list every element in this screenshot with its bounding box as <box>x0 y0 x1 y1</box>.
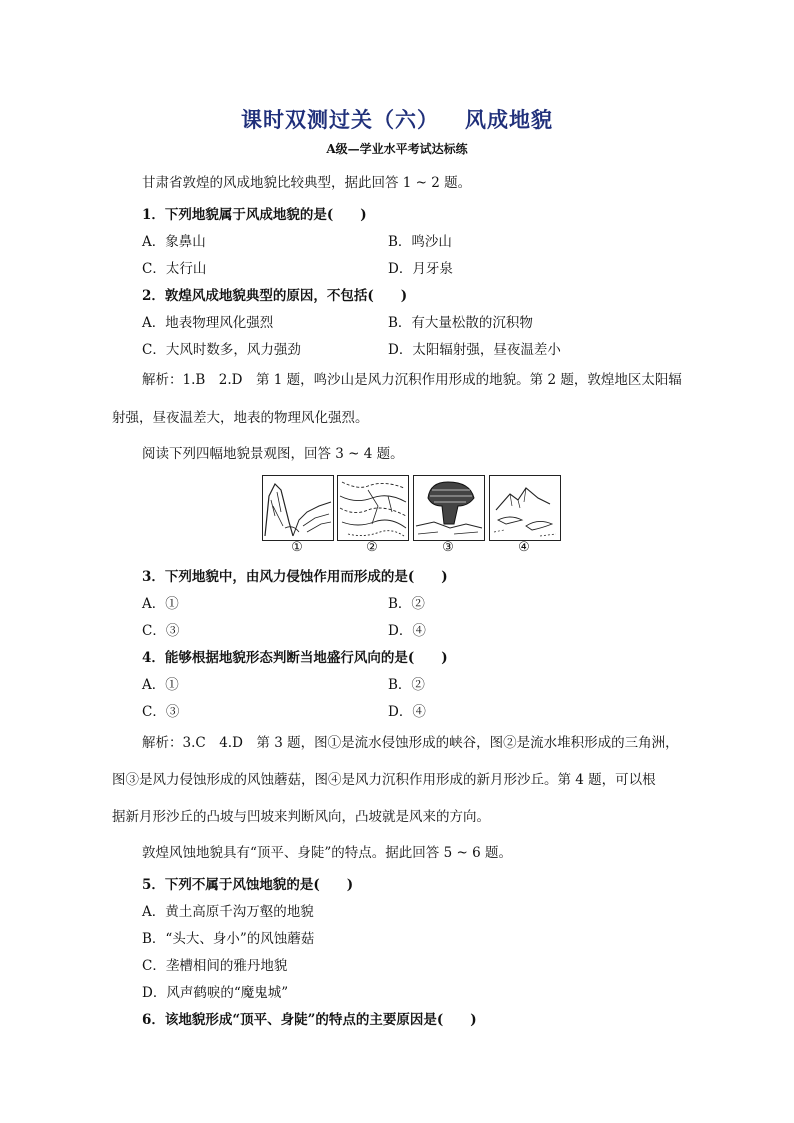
question-4-option-d: D．④ <box>388 704 426 720</box>
answer-1-line-2: 射强，昼夜温差大，地表的物理风化强烈。 <box>112 410 369 426</box>
mushroom-rock-illustration <box>414 476 484 540</box>
page-subtitle: A级—学业水平考试达标练 <box>326 142 468 156</box>
question-2-option-c: C．大风时数多，风力强劲 <box>142 342 301 358</box>
question-3-stem: 3．下列地貌中，由风力侵蚀作用而形成的是( ) <box>142 569 448 585</box>
question-1-stem: 1．下列地貌属于风成地貌的是( ) <box>142 207 367 223</box>
title-part2: 风成地貌 <box>465 107 553 132</box>
title-part1: 课时双测过关（六） <box>241 107 439 132</box>
intro-1: 甘肃省敦煌的风成地貌比较典型，据此回答 1 ~ 2 题。 <box>142 175 472 191</box>
canyon-illustration <box>263 476 333 540</box>
figure-1-label: ① <box>291 540 303 555</box>
question-1-option-a: A．象鼻山 <box>142 234 206 250</box>
question-2-option-d: D．太阳辐射强，昼夜温差小 <box>388 342 561 358</box>
answer-2-line-1: 解析：3.C 4.D 第 3 题，图①是流水侵蚀形成的峡谷，图②是流水堆积形成的三角洲， <box>142 735 679 751</box>
question-3-option-b: B．② <box>388 596 425 612</box>
question-3-option-d: D．④ <box>388 623 426 639</box>
figure-4-crescent-dune <box>489 475 561 541</box>
question-6-stem: 6．该地貌形成“顶平、身陡”的特点的主要原因是( ) <box>142 1012 477 1028</box>
intro-2: 阅读下列四幅地貌景观图，回答 3 ~ 4 题。 <box>142 446 404 462</box>
crescent-dune-illustration <box>490 476 560 540</box>
question-3-option-a: A．① <box>142 596 179 612</box>
question-1-option-b: B．鸣沙山 <box>388 234 452 250</box>
figure-3-label: ③ <box>442 540 454 555</box>
question-4-stem: 4．能够根据地貌形态判断当地盛行风向的是( ) <box>142 650 448 666</box>
figure-1-canyon <box>262 475 334 541</box>
answer-2-line-3: 据新月形沙丘的凸坡与凹坡来判断风向，凸坡就是风来的方向。 <box>112 809 490 825</box>
question-2-option-b: B．有大量松散的沉积物 <box>388 315 533 331</box>
figure-4-label: ④ <box>518 540 530 555</box>
figure-2-delta <box>337 475 409 541</box>
question-5-option-b: B．“头大、身小”的风蚀蘑菇 <box>142 931 315 947</box>
question-4-option-c: C．③ <box>142 704 180 720</box>
question-2-stem: 2．敦煌风成地貌典型的原因，不包括( ) <box>142 288 408 304</box>
question-1-option-c: C．太行山 <box>142 261 207 277</box>
intro-3: 敦煌风蚀地貌具有“顶平、身陡”的特点。据此回答 5 ~ 6 题。 <box>142 845 512 861</box>
question-5-option-a: A．黄土高原千沟万壑的地貌 <box>142 904 314 920</box>
question-4-option-b: B．② <box>388 677 425 693</box>
figure-3-mushroom-rock <box>413 475 485 541</box>
page-title <box>0 104 794 134</box>
figure-2-label: ② <box>366 540 378 555</box>
delta-illustration <box>338 476 408 540</box>
question-5-stem: 5．下列不属于风蚀地貌的是( ) <box>142 877 354 893</box>
question-3-option-c: C．③ <box>142 623 180 639</box>
question-5-option-d: D．风声鹤唳的“魔鬼城” <box>142 985 289 1001</box>
question-1-option-d: D．月牙泉 <box>388 261 453 277</box>
answer-1-line-1: 解析：1.B 2.D 第 1 题，鸣沙山是风力沉积作用形成的地貌。第 2 题，敦煌地区太阳辐 <box>142 372 682 388</box>
answer-2-line-2: 图③是风力侵蚀形成的风蚀蘑菇，图④是风力沉积作用形成的新月形沙丘。第 4 题，可以根 <box>112 772 656 788</box>
question-5-option-c: C．垄槽相间的雅丹地貌 <box>142 958 288 974</box>
question-4-option-a: A．① <box>142 677 179 693</box>
question-2-option-a: A．地表物理风化强烈 <box>142 315 274 331</box>
